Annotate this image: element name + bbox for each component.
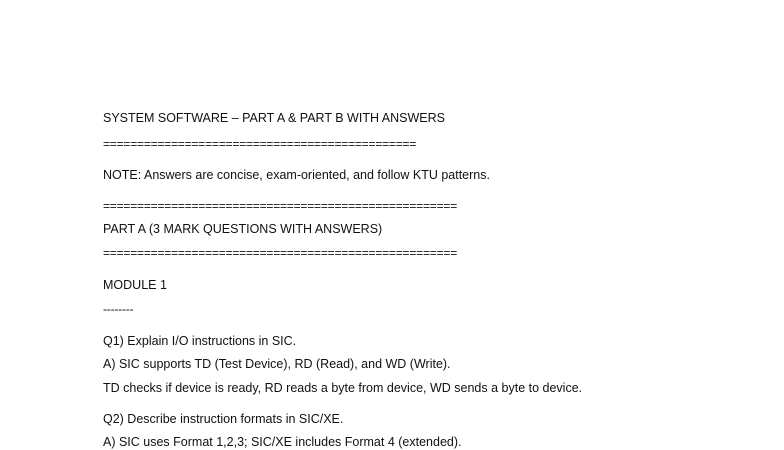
question-1: Q1) Explain I/O instructions in SIC. <box>103 334 297 348</box>
title-separator: ============================================== <box>103 137 417 151</box>
module-heading: MODULE 1 <box>103 278 167 292</box>
question-2: Q2) Describe instruction formats in SIC/XE. <box>103 412 344 426</box>
module-separator: -------- <box>103 302 134 316</box>
answer-1-line-1: A) SIC supports TD (Test Device), RD (Read), and WD (Write). <box>103 357 451 371</box>
document-title: SYSTEM SOFTWARE – PART A & PART B WITH ANSWERS <box>103 111 445 125</box>
section-separator-bottom: ==================================================== <box>103 246 458 260</box>
part-a-heading: PART A (3 MARK QUESTIONS WITH ANSWERS) <box>103 222 383 236</box>
answer-1-line-2: TD checks if device is ready, RD reads a byte from device, WD sends a byte to device. <box>103 381 583 395</box>
answer-2-line-1: A) SIC uses Format 1,2,3; SIC/XE includes Format 4 (extended). <box>103 435 462 449</box>
section-separator-top: ==================================================== <box>103 199 458 213</box>
note-text: NOTE: Answers are concise, exam-oriented, and follow KTU patterns. <box>103 168 490 182</box>
